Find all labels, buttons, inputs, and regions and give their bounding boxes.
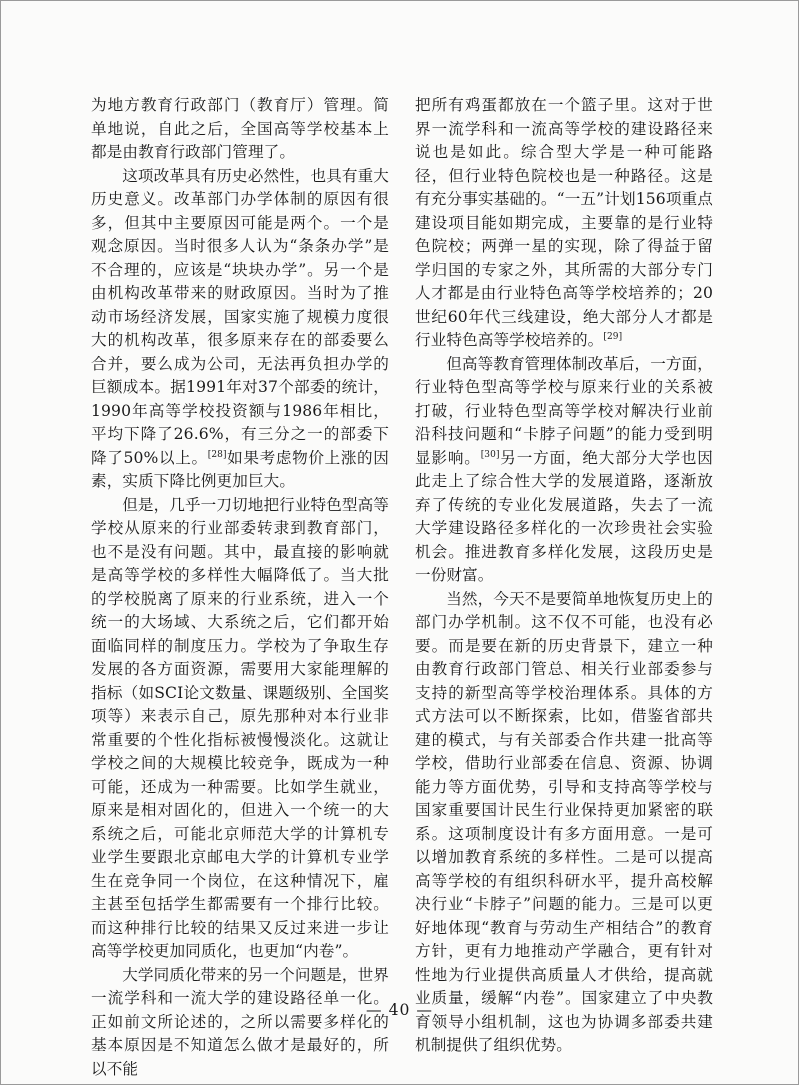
- citation-ref: [29]: [603, 331, 623, 342]
- paragraph: [91, 165, 389, 494]
- paragraph: 但是，几乎一刀切地把行业特色型高等学校从原来的行业部委转隶到教育部门，也不是没有问题。其中，最直接的影响就是高等学校的多样性大幅降低了。当大批的学校脱离了原来的行业系统，进入一个统一的大场域、大系统之后，它们都开始面临同样的制度压力。学校为了争取生存发展的各方面资源，需要用大家能理解的指标（如SCI论文数量、课题级别、全国奖项等）来表示自己，原先那种对本行业非常重要的个性化指标被慢慢淡化。这就让学校之间的大规模比较竞争，既成为一种可能，还成为一种需要。比如学生就业，原来是相对固化的，但进入一个统一的大系统之后，可能北京师范大学的计算机专业学生要跟北京邮电大学的计算机专业学生在竞争同一个岗位，在这种情况下，雇主甚至包括学生都需要有一个排行比较。而这种排行比较的结果又反过来进一步让高等学校更加同质化，也更加“内卷”。: [91, 495, 389, 960]
- citation-ref: [28]: [207, 449, 227, 460]
- paragraph: 为地方教育行政部门（教育厅）管理。简单地说，自此之后，全国高等学校基本上都是由教育行政部门管理了。: [91, 96, 389, 161]
- paragraph-text: 另一方面，绝大部分大学也因此走上了综合性大学的发展道路，逐渐放弃了传统的专业化发展道路，失去了一流大学建设路径多样化的一次珍贵社会实验机会。推进教育多样化发展，这段历史是一份财富。: [415, 448, 713, 584]
- paragraph-text: 如果考虑物价上涨的因素，实质下降比例更加巨大。: [91, 448, 389, 490]
- paragraph: 大学同质化带来的另一个问题是，世界一流学科和一流大学的建设路径单一化。正如前文所论述的，之所以需要多样化的基本原因是不知道怎么做才是最好的，所以不能: [91, 965, 389, 1078]
- left-column: [91, 94, 389, 1081]
- paragraph-text: 但高等教育管理体制改革后，一方面，行业特色型高等学校与原来行业的关系被打破，行业特色型高等学校对解决行业前沿科技问题和“卡脖子问题”的能力受到明显影响。: [415, 354, 713, 467]
- right-column: [415, 94, 713, 1058]
- paragraph: 当然，今天不是要简单地恢复历史上的部门办学机制。这不仅不可能，也没有必要。而是要在新的历史背景下，建立一种由教育行政部门管总、相关行业部委参与支持的新型高等学校治理体系。具体的方式方法可以不断探索，比如，借鉴省部共建的模式，与有关部委合作共建一批高等学校，借助行业部委在信息、资源、协调能力等方面优势，引导和支持高等学校与国家重要国计民生行业保持更加紧密的联系。这项制度设计有多方面用意。一是可以增加教育系统的多样性。二是可以提高高等学校的有组织科研水平，提升高校解决行业“卡脖子”问题的能力。三是可以更好地体现“教育与劳动生产相结合”的教育方针，更有力地推动产学融合，更有针对性地为行业提供高质量人才供给，提高就业质量，缓解“内卷”。国家建立了中央教育领导小组机制，这也为协调多部委共建机制提供了组织优势。: [415, 589, 713, 1054]
- paragraph: [415, 94, 713, 353]
- paragraph-text: 把所有鸡蛋都放在一个篮子里。这对于世界一流学科和一流高等学校的建设路径来说也是如此。综合型大学是一种可能路径，但行业特色院校也是一种路径。这是有充分事实基础的。“一五”计划156项重点建设项目能如期完成，主要靠的是行业特色院校；两弹一星的实现，除了得益于留学归国的专家之外，其所需的大部分专门人才都是由行业特色高等学校培养的；20世纪60年代三线建设，绝大部分人才都是行业特色高等学校培养的。: [415, 96, 713, 349]
- citation-ref: [30]: [480, 449, 500, 460]
- page-number: — 40 —: [366, 1001, 433, 1019]
- paragraph: [415, 353, 713, 588]
- paragraph-text: 这项改革具有历史必然性，也具有重大历史意义。改革部门办学体制的原因有很多，但其中主要原因可能是两个。一个是观念原因。当时很多人认为“条条办学”是不合理的，应该是“块块办学”。另一个是由机构改革带来的财政原因。当时为了推动市场经济发展，国家实施了规模力度很大的机构改革，很多原来存在的部委要么合并，要么成为公司，无法再负担办学的巨额成本。据1991年对37个部委的统计，1990年高等学校投资额与1986年相比，平均下降了26.6%，有三分之一的部委下降了50%以上。: [91, 166, 389, 467]
